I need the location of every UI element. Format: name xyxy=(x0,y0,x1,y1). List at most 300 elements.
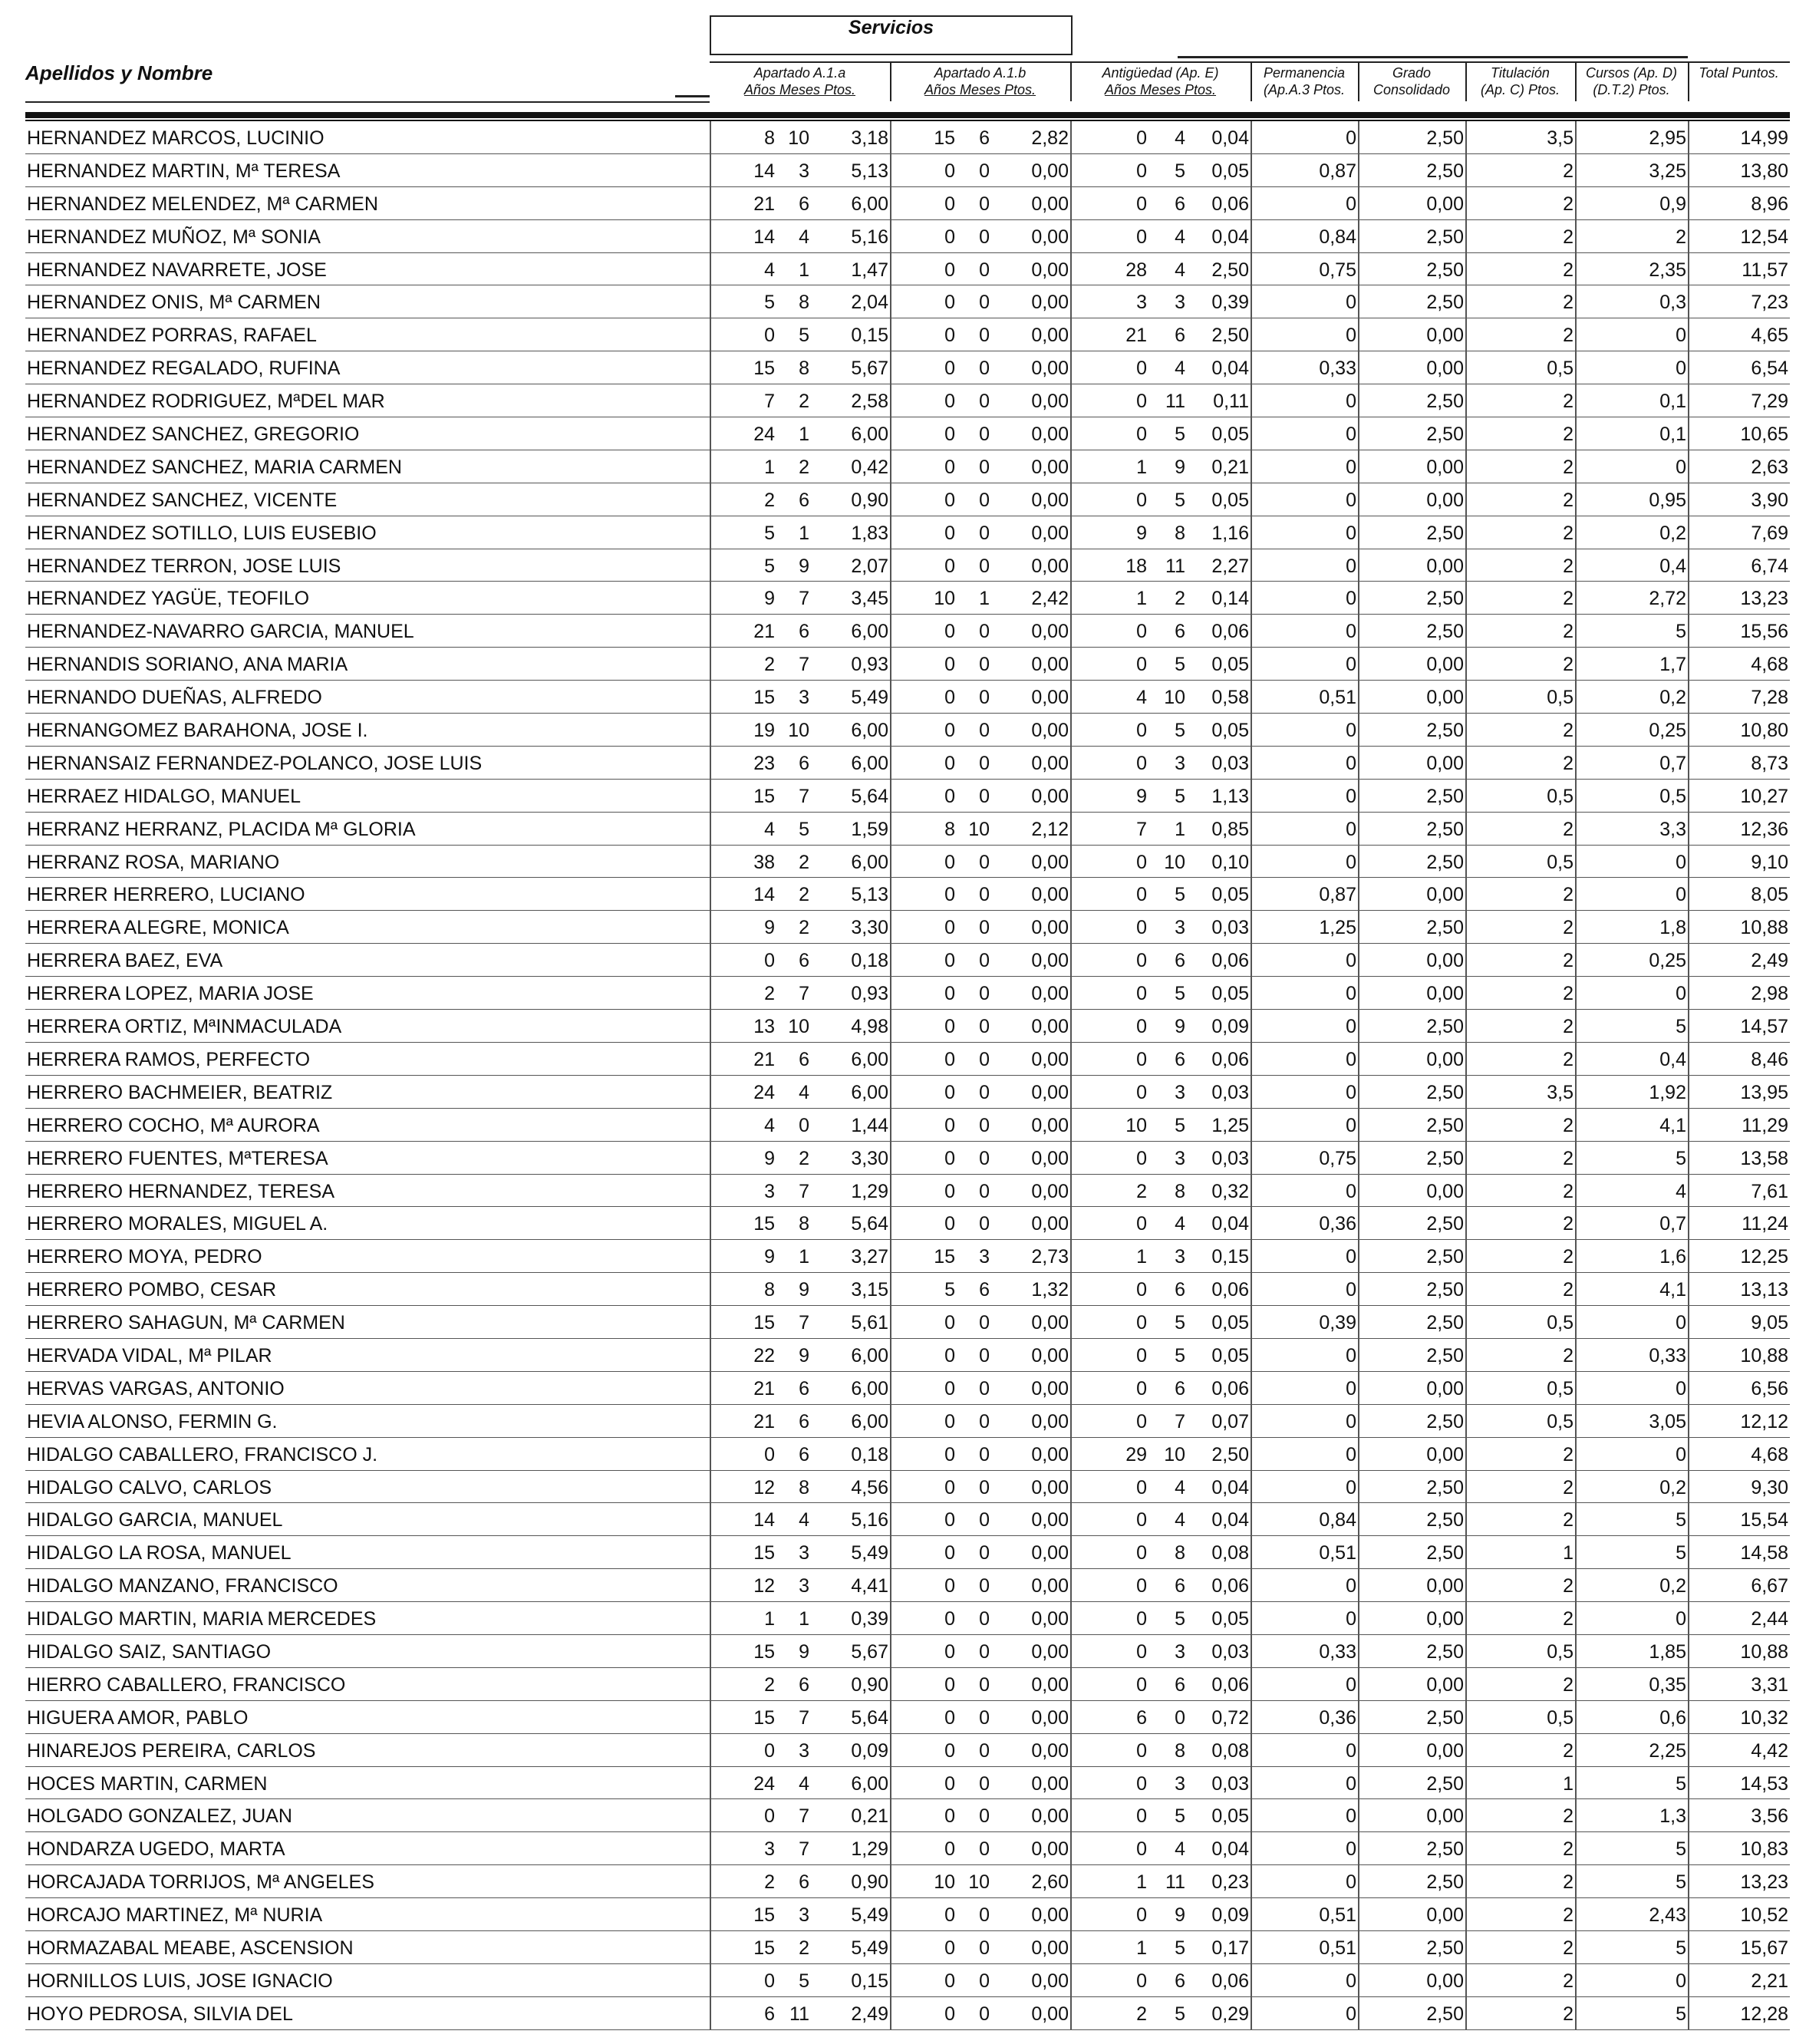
table-cell: 2 xyxy=(1563,1871,1574,1894)
column-separator xyxy=(1358,154,1359,186)
table-cell: 0,00 xyxy=(1031,160,1069,182)
table-cell: 7,69 xyxy=(1751,522,1788,544)
table-cell: 0,5 xyxy=(1659,785,1686,807)
table-row xyxy=(25,1438,1790,1471)
table-cell: 38 xyxy=(753,851,775,873)
column-separator xyxy=(1688,747,1689,779)
column-separator xyxy=(1465,1734,1467,1766)
table-cell: 2 xyxy=(1563,950,1574,972)
table-cell: 0,58 xyxy=(1211,687,1249,709)
column-separator xyxy=(1688,846,1689,878)
table-cell: 1 xyxy=(799,522,809,544)
table-cell: 0,6 xyxy=(1659,1706,1686,1729)
table-cell: 0 xyxy=(979,160,990,182)
table-cell: 0 xyxy=(944,1838,955,1861)
column-separator xyxy=(1575,1438,1577,1470)
table-cell: 0,06 xyxy=(1211,1673,1249,1696)
column-separator xyxy=(1251,1701,1252,1733)
table-cell: 0,35 xyxy=(1649,1673,1686,1696)
column-separator xyxy=(1358,1339,1359,1371)
employee-name: HERRER HERRERO, LUCIANO xyxy=(27,884,305,906)
table-cell: 0,03 xyxy=(1211,752,1249,774)
table-cell: 0,00 xyxy=(1031,1904,1069,1927)
column-separator xyxy=(710,1602,711,1634)
column-separator xyxy=(1251,318,1252,351)
column-separator xyxy=(1070,1898,1072,1930)
column-separator xyxy=(1575,1832,1577,1864)
table-cell: 7 xyxy=(799,588,809,610)
table-cell: 2 xyxy=(1563,1147,1574,1169)
table-cell: 0,05 xyxy=(1211,1344,1249,1367)
column-separator xyxy=(1688,351,1689,384)
column-separator xyxy=(1251,1635,1252,1667)
column-separator xyxy=(1688,1240,1689,1272)
table-cell: 8 xyxy=(799,358,809,380)
table-cell: 0 xyxy=(1346,1772,1356,1795)
header-column-separator xyxy=(1358,61,1359,101)
table-cell: 6 xyxy=(1175,1673,1185,1696)
table-cell: 0 xyxy=(979,1805,990,1828)
column-separator xyxy=(1688,1997,1689,2029)
table-cell: 0,06 xyxy=(1211,621,1249,643)
table-cell: 2,50 xyxy=(1211,1443,1249,1465)
table-cell: 3 xyxy=(1136,292,1147,314)
table-cell: 2 xyxy=(1563,720,1574,742)
table-cell: 0,00 xyxy=(1426,983,1464,1005)
table-cell: 0,00 xyxy=(1426,555,1464,577)
table-cell: 0,00 xyxy=(1426,1673,1464,1696)
column-separator xyxy=(890,615,891,647)
table-cell: 6,00 xyxy=(851,1377,888,1399)
column-separator xyxy=(1575,648,1577,680)
column-separator xyxy=(710,944,711,976)
column-separator xyxy=(1358,220,1359,252)
table-cell: 2 xyxy=(799,1937,809,1959)
column-separator xyxy=(1070,944,1072,976)
table-cell: 0 xyxy=(1136,1213,1147,1235)
column-separator xyxy=(710,648,711,680)
table-cell: 0 xyxy=(1346,950,1356,972)
column-separator xyxy=(1688,516,1689,549)
table-cell: 0 xyxy=(979,259,990,281)
table-cell: 0,06 xyxy=(1211,1575,1249,1597)
table-cell: 0,07 xyxy=(1211,1410,1249,1432)
table-cell: 0,05 xyxy=(1211,1608,1249,1630)
table-cell: 0 xyxy=(979,1509,990,1531)
table-cell: 7 xyxy=(1175,1410,1185,1432)
table-cell: 11 xyxy=(1165,391,1185,413)
table-cell: 0 xyxy=(944,391,955,413)
table-cell: 2 xyxy=(764,1673,775,1696)
table-cell: 0 xyxy=(1136,1805,1147,1828)
column-separator xyxy=(890,1010,891,1042)
column-separator xyxy=(710,1438,711,1470)
table-cell: 0,2 xyxy=(1659,522,1686,544)
column-header-line2: (D.T.2) Ptos. xyxy=(1593,82,1670,97)
table-cell: 8 xyxy=(764,127,775,149)
table-cell: 0 xyxy=(1175,1706,1185,1729)
table-cell: 0 xyxy=(1136,1575,1147,1597)
column-separator xyxy=(1070,351,1072,384)
table-cell: 0 xyxy=(944,1048,955,1070)
table-cell: 2 xyxy=(1563,391,1574,413)
table-cell: 0 xyxy=(764,1805,775,1828)
table-cell: 0 xyxy=(979,226,990,248)
column-separator xyxy=(890,1339,891,1371)
table-cell: 2 xyxy=(799,391,809,413)
table-cell: 0,09 xyxy=(1211,1904,1249,1927)
column-separator xyxy=(710,1964,711,1996)
table-cell: 0,00 xyxy=(1031,292,1069,314)
table-row xyxy=(25,1076,1790,1109)
table-cell: 6 xyxy=(799,950,809,972)
column-separator xyxy=(1070,450,1072,483)
column-separator xyxy=(1251,1865,1252,1897)
table-cell: 2 xyxy=(764,1871,775,1894)
column-separator xyxy=(1465,615,1467,647)
table-row xyxy=(25,1471,1790,1504)
table-cell: 7 xyxy=(799,785,809,807)
table-cell: 5 xyxy=(1175,489,1185,511)
table-cell: 3 xyxy=(1175,752,1185,774)
table-cell: 2,50 xyxy=(1426,1213,1464,1235)
table-cell: 0 xyxy=(1676,325,1686,347)
column-separator xyxy=(1465,714,1467,746)
table-cell: 9 xyxy=(764,917,775,939)
column-separator xyxy=(1251,714,1252,746)
employee-name: HIDALGO MARTIN, MARIA MERCEDES xyxy=(27,1608,377,1630)
column-separator xyxy=(1358,1668,1359,1700)
column-separator xyxy=(1688,1109,1689,1141)
table-cell: 1 xyxy=(799,259,809,281)
servicios-title: Servicios xyxy=(848,17,934,38)
table-cell: 3,3 xyxy=(1659,818,1686,840)
table-cell: 3,25 xyxy=(1649,160,1686,182)
table-row xyxy=(25,714,1790,747)
table-cell: 6 xyxy=(1175,1279,1185,1301)
table-cell: 3,15 xyxy=(851,1279,888,1301)
table-cell: 2,35 xyxy=(1649,259,1686,281)
table-cell: 1 xyxy=(764,1608,775,1630)
table-cell: 0 xyxy=(1136,193,1147,215)
column-separator xyxy=(1251,1734,1252,1766)
table-cell: 5,49 xyxy=(851,1904,888,1927)
column-separator xyxy=(1465,1569,1467,1601)
column-separator xyxy=(1575,285,1577,318)
employee-name: HERNANDEZ NAVARRETE, JOSE xyxy=(27,259,327,281)
table-cell: 1,16 xyxy=(1211,522,1249,544)
table-cell: 0,00 xyxy=(1426,456,1464,478)
table-cell: 0,00 xyxy=(1426,1180,1464,1202)
table-cell: 4 xyxy=(1175,226,1185,248)
table-cell: 0 xyxy=(944,358,955,380)
column-separator xyxy=(1358,1602,1359,1634)
header-column-separator xyxy=(1688,61,1689,101)
table-cell: 7,23 xyxy=(1751,292,1788,314)
column-separator xyxy=(1251,450,1252,483)
table-cell: 0,51 xyxy=(1319,1937,1356,1959)
table-cell: 3,90 xyxy=(1751,489,1788,511)
table-cell: 0,00 xyxy=(1426,1443,1464,1465)
table-cell: 2,44 xyxy=(1751,1608,1788,1630)
table-cell: 0 xyxy=(944,1476,955,1498)
table-row xyxy=(25,121,1790,154)
table-cell: 0 xyxy=(1136,1377,1147,1399)
table-cell: 0,9 xyxy=(1659,193,1686,215)
column-separator xyxy=(1575,417,1577,450)
table-cell: 5,64 xyxy=(851,1706,888,1729)
employee-name: HERNANDEZ MELENDEZ, Mª CARMEN xyxy=(27,193,378,215)
column-separator xyxy=(1688,1471,1689,1503)
column-separator xyxy=(890,318,891,351)
column-separator xyxy=(1465,1076,1467,1108)
table-cell: 9 xyxy=(799,555,809,577)
table-cell: 7 xyxy=(799,983,809,1005)
column-separator xyxy=(1575,911,1577,943)
column-separator xyxy=(1251,1076,1252,1108)
column-separator xyxy=(1465,1207,1467,1239)
column-separator xyxy=(1070,1536,1072,1568)
column-separator xyxy=(1070,846,1072,878)
table-cell: 0 xyxy=(1136,1739,1147,1762)
table-cell: 15 xyxy=(753,358,775,380)
table-row xyxy=(25,1010,1790,1043)
column-separator xyxy=(890,1207,891,1239)
table-cell: 0 xyxy=(1676,1443,1686,1465)
column-separator xyxy=(1251,121,1252,153)
table-cell: 3,56 xyxy=(1751,1805,1788,1828)
column-separator xyxy=(1358,977,1359,1009)
table-cell: 21 xyxy=(753,1377,775,1399)
table-cell: 0 xyxy=(979,1640,990,1663)
column-separator xyxy=(1251,1898,1252,1930)
table-cell: 0 xyxy=(979,555,990,577)
column-separator xyxy=(1358,450,1359,483)
name-column-header: Apellidos y Nombre xyxy=(25,61,213,84)
employee-name: HERVAS VARGAS, ANTONIO xyxy=(27,1377,285,1399)
table-row xyxy=(25,780,1790,813)
column-separator xyxy=(710,1569,711,1601)
column-separator xyxy=(1465,1372,1467,1404)
column-header-6 xyxy=(1465,64,1575,98)
column-separator xyxy=(1358,1898,1359,1930)
column-separator xyxy=(1070,1865,1072,1897)
column-separator xyxy=(1070,483,1072,516)
table-cell: 6 xyxy=(799,1048,809,1070)
table-cell: 0 xyxy=(944,1213,955,1235)
table-cell: 2 xyxy=(1563,292,1574,314)
table-cell: 0 xyxy=(764,950,775,972)
column-separator xyxy=(1465,1635,1467,1667)
table-cell: 0 xyxy=(944,654,955,676)
table-cell: 0 xyxy=(1346,720,1356,742)
employee-name: HINAREJOS PEREIRA, CARLOS xyxy=(27,1739,316,1762)
table-cell: 5,13 xyxy=(851,160,888,182)
table-row xyxy=(25,1799,1790,1832)
table-cell: 0 xyxy=(1346,2003,1356,2025)
column-separator xyxy=(1465,1832,1467,1864)
table-cell: 0 xyxy=(1136,1344,1147,1367)
column-separator xyxy=(890,417,891,450)
column-separator xyxy=(710,1832,711,1864)
table-cell: 1,7 xyxy=(1659,654,1686,676)
header-column-separator xyxy=(1251,61,1252,101)
table-cell: 2,43 xyxy=(1649,1904,1686,1927)
column-separator xyxy=(890,1964,891,1996)
table-cell: 5 xyxy=(1175,1344,1185,1367)
table-cell: 2,49 xyxy=(1751,950,1788,972)
table-cell: 2 xyxy=(1563,1904,1574,1927)
table-cell: 0 xyxy=(1346,1048,1356,1070)
table-cell: 5 xyxy=(1676,1772,1686,1795)
table-cell: 0 xyxy=(1346,424,1356,446)
table-row xyxy=(25,1668,1790,1701)
table-cell: 0,00 xyxy=(1426,950,1464,972)
table-cell: 2,50 xyxy=(1426,1279,1464,1301)
table-cell: 2 xyxy=(799,884,809,906)
table-cell: 12,28 xyxy=(1740,2003,1788,2025)
table-cell: 15 xyxy=(753,1706,775,1729)
table-cell: 2 xyxy=(1563,259,1574,281)
table-cell: 1 xyxy=(1563,1542,1574,1564)
column-separator xyxy=(1070,747,1072,779)
table-cell: 0 xyxy=(1136,1509,1147,1531)
table-cell: 2,60 xyxy=(1031,1871,1069,1894)
table-cell: 3 xyxy=(799,1739,809,1762)
table-cell: 0 xyxy=(944,1970,955,1992)
column-separator xyxy=(710,1076,711,1108)
table-cell: 0 xyxy=(944,1410,955,1432)
table-row xyxy=(25,1142,1790,1175)
table-cell: 0,10 xyxy=(1211,851,1249,873)
table-cell: 10,83 xyxy=(1740,1838,1788,1861)
employee-name: HORMAZABAL MEABE, ASCENSION xyxy=(27,1937,354,1959)
column-separator xyxy=(1688,549,1689,582)
column-separator xyxy=(1070,1832,1072,1864)
table-cell: 14 xyxy=(753,884,775,906)
column-separator xyxy=(1575,1898,1577,1930)
table-cell: 0 xyxy=(1136,489,1147,511)
column-separator xyxy=(1358,1076,1359,1108)
table-cell: 0,51 xyxy=(1319,687,1356,709)
table-cell: 0,00 xyxy=(1031,226,1069,248)
table-cell: 0,51 xyxy=(1319,1904,1356,1927)
employee-name: HONDARZA UGEDO, MARTA xyxy=(27,1838,285,1861)
column-separator xyxy=(1251,1010,1252,1042)
table-cell: 2 xyxy=(1563,1344,1574,1367)
table-cell: 8 xyxy=(944,818,955,840)
table-cell: 9 xyxy=(799,1279,809,1301)
table-cell: 0,00 xyxy=(1426,193,1464,215)
table-cell: 1 xyxy=(1136,1871,1147,1894)
column-separator xyxy=(1688,780,1689,812)
table-cell: 21 xyxy=(753,621,775,643)
column-separator xyxy=(1575,1536,1577,1568)
column-separator xyxy=(1688,1372,1689,1404)
table-cell: 0,15 xyxy=(851,325,888,347)
column-separator xyxy=(1575,1207,1577,1239)
table-cell: 0,87 xyxy=(1319,160,1356,182)
column-separator xyxy=(1251,549,1252,582)
table-cell: 0,00 xyxy=(1031,851,1069,873)
column-separator xyxy=(890,1602,891,1634)
column-separator xyxy=(710,1405,711,1437)
employee-name: HERRANZ HERRANZ, PLACIDA Mª GLORIA xyxy=(27,818,416,840)
column-separator xyxy=(1251,747,1252,779)
table-cell: 2,50 xyxy=(1426,1640,1464,1663)
column-separator xyxy=(710,813,711,845)
table-cell: 0 xyxy=(979,1542,990,1564)
column-separator xyxy=(890,1405,891,1437)
table-cell: 0 xyxy=(979,325,990,347)
table-cell: 15,54 xyxy=(1740,1509,1788,1531)
column-separator xyxy=(1070,1668,1072,1700)
table-cell: 0,00 xyxy=(1426,752,1464,774)
header-underline-accent xyxy=(675,95,710,97)
table-cell: 0,72 xyxy=(1211,1706,1249,1729)
column-separator xyxy=(1070,615,1072,647)
column-separator xyxy=(1575,1405,1577,1437)
column-separator xyxy=(710,154,711,186)
column-separator xyxy=(710,582,711,614)
column-separator xyxy=(1465,187,1467,219)
table-cell: 0,05 xyxy=(1211,424,1249,446)
table-cell: 0,42 xyxy=(851,456,888,478)
column-separator xyxy=(710,1273,711,1305)
table-cell: 2,63 xyxy=(1751,456,1788,478)
table-cell: 0,18 xyxy=(851,1443,888,1465)
column-separator xyxy=(1070,1734,1072,1766)
table-cell: 5,64 xyxy=(851,1213,888,1235)
table-row xyxy=(25,1207,1790,1240)
table-cell: 3 xyxy=(799,1904,809,1927)
column-separator xyxy=(1070,1438,1072,1470)
table-cell: 5 xyxy=(1676,1937,1686,1959)
column-separator xyxy=(1358,582,1359,614)
table-cell: 0,00 xyxy=(1031,917,1069,939)
column-separator xyxy=(710,1207,711,1239)
table-cell: 0,00 xyxy=(1031,785,1069,807)
table-cell: 0 xyxy=(979,983,990,1005)
table-cell: 2,50 xyxy=(1426,1772,1464,1795)
table-cell: 0 xyxy=(979,1312,990,1334)
table-cell: 0 xyxy=(1346,851,1356,873)
employee-name: HERRERO BACHMEIER, BEATRIZ xyxy=(27,1081,333,1103)
table-cell: 2,73 xyxy=(1031,1246,1069,1268)
table-cell: 0 xyxy=(944,1081,955,1103)
table-cell: 4 xyxy=(1175,1509,1185,1531)
table-cell: 10 xyxy=(1164,687,1185,709)
table-cell: 2 xyxy=(1563,1608,1574,1630)
table-cell: 6 xyxy=(1175,1970,1185,1992)
column-separator xyxy=(1251,1668,1252,1700)
table-cell: 0,00 xyxy=(1031,358,1069,380)
table-cell: 0 xyxy=(979,1081,990,1103)
column-separator xyxy=(710,220,711,252)
table-cell: 0 xyxy=(979,1608,990,1630)
table-cell: 0,00 xyxy=(1031,1180,1069,1202)
column-separator xyxy=(1465,1964,1467,1996)
table-cell: 1,47 xyxy=(851,259,888,281)
table-cell: 1 xyxy=(799,1246,809,1268)
column-separator xyxy=(1070,220,1072,252)
table-cell: 5 xyxy=(799,325,809,347)
table-cell: 1 xyxy=(1136,588,1147,610)
column-separator xyxy=(890,1635,891,1667)
table-cell: 7,28 xyxy=(1751,687,1788,709)
table-cell: 0,5 xyxy=(1547,687,1574,709)
column-separator xyxy=(890,1898,891,1930)
